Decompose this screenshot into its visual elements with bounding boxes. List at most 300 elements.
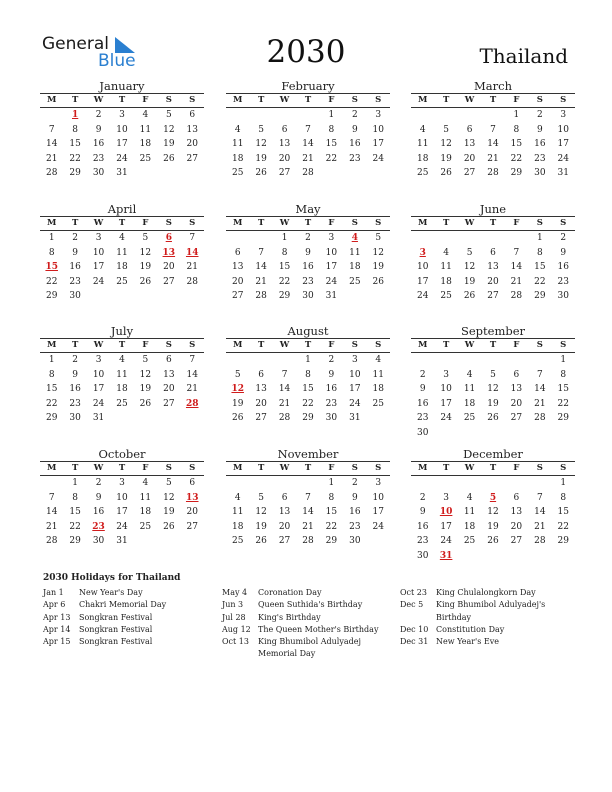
day-cell: 25: [116, 398, 128, 409]
empty-day-cell: [458, 476, 481, 491]
week-row: [411, 289, 575, 304]
weekday-label: S: [536, 218, 543, 228]
week-row: [40, 505, 204, 520]
day-cell: 20: [163, 384, 175, 394]
holiday-date: Apr 15: [43, 637, 71, 647]
day-cell: 26: [463, 291, 476, 301]
day-cell: 14: [487, 139, 499, 149]
day-cell: 8: [48, 369, 55, 380]
weekday-label: M: [418, 95, 428, 105]
day-cell: 15: [510, 139, 523, 149]
holiday-day-cell: 12: [231, 384, 244, 394]
day-cell: 10: [440, 384, 452, 394]
weekday-label: M: [47, 463, 57, 473]
empty-day-cell: [249, 353, 272, 368]
day-cell: 3: [119, 110, 125, 120]
day-cell: 12: [440, 139, 452, 149]
day-cell: 6: [234, 247, 241, 258]
empty-day-cell: [505, 549, 528, 564]
month-name: May: [295, 202, 321, 216]
week-row: [411, 166, 575, 181]
week-row: [226, 123, 390, 138]
day-cell: 3: [375, 478, 382, 488]
day-cell: 7: [48, 124, 55, 135]
day-cell: 6: [281, 492, 288, 503]
day-cell: 26: [440, 168, 452, 178]
day-cell: 17: [325, 262, 338, 272]
day-cell: 19: [440, 153, 452, 164]
weekday-label: F: [142, 95, 149, 105]
day-cell: 18: [116, 262, 128, 272]
day-cell: 29: [45, 291, 58, 301]
week-row: [226, 108, 390, 123]
day-cell: 12: [255, 139, 267, 149]
week-row: [40, 368, 204, 383]
day-cell: 4: [142, 478, 149, 488]
day-cell: 27: [487, 291, 499, 301]
day-cell: 8: [560, 492, 567, 503]
weekday-header: [411, 461, 575, 476]
day-cell: 30: [69, 291, 81, 301]
day-cell: 19: [255, 521, 267, 532]
day-cell: 23: [557, 276, 569, 287]
weekday-label: S: [165, 218, 172, 228]
weekday-label: T: [442, 95, 450, 105]
day-cell: 19: [163, 507, 175, 517]
day-cell: 28: [278, 413, 291, 423]
empty-day-cell: [226, 353, 249, 368]
month-january: [40, 79, 204, 181]
empty-day-cell: [458, 231, 481, 246]
holiday-name: Queen Suthida's Birthday: [258, 600, 363, 610]
day-cell: 26: [255, 168, 267, 178]
week-row: [226, 289, 390, 304]
day-cell: 22: [325, 521, 338, 532]
day-cell: 25: [463, 413, 476, 423]
week-row: [40, 491, 204, 506]
month-name: June: [479, 202, 507, 216]
holiday-day-cell: 31: [439, 550, 453, 561]
day-cell: 24: [325, 276, 338, 287]
day-cell: 5: [142, 355, 149, 365]
day-cell: 20: [186, 507, 198, 517]
week-row: [226, 166, 390, 181]
day-cell: 20: [163, 262, 175, 272]
weekday-label: T: [257, 95, 265, 105]
day-cell: 25: [440, 291, 452, 301]
holiday-day-cell: 13: [162, 247, 176, 258]
week-row: [40, 108, 204, 123]
day-cell: 6: [258, 369, 264, 380]
day-cell: 1: [281, 233, 288, 243]
day-cell: 9: [536, 124, 543, 135]
weekday-label: M: [233, 340, 243, 350]
day-cell: 21: [534, 521, 546, 532]
day-cell: 20: [278, 521, 291, 532]
day-cell: 25: [463, 536, 476, 546]
logo-general-text: General: [42, 34, 109, 54]
day-cell: 24: [372, 521, 384, 532]
day-cell: 19: [139, 384, 152, 394]
day-cell: 25: [139, 521, 152, 532]
month-name: September: [460, 324, 526, 338]
weekday-label: W: [279, 95, 290, 105]
day-cell: 24: [116, 521, 128, 532]
day-cell: 11: [463, 507, 476, 517]
empty-day-cell: [367, 289, 390, 304]
weekday-label: S: [189, 463, 196, 473]
day-cell: 16: [349, 507, 361, 517]
day-cell: 24: [557, 153, 569, 164]
weekday-header: [40, 338, 204, 353]
weekday-label: T: [71, 463, 79, 473]
empty-day-cell: [434, 231, 457, 246]
holiday-item: [43, 587, 213, 599]
day-cell: 31: [325, 291, 338, 301]
day-cell: 6: [189, 478, 196, 488]
day-cell: 28: [302, 536, 314, 546]
day-cell: 18: [139, 507, 152, 517]
empty-day-cell: [181, 534, 204, 549]
day-cell: 27: [186, 521, 198, 532]
weekday-header: [226, 461, 390, 476]
weekday-label: W: [93, 463, 104, 473]
day-cell: 27: [231, 291, 244, 301]
holiday-item: [222, 636, 397, 661]
day-cell: 8: [72, 492, 78, 503]
weekday-label: F: [328, 218, 335, 228]
day-cell: 19: [163, 139, 175, 149]
weekday-label: W: [279, 218, 290, 228]
weekday-label: T: [442, 218, 450, 228]
day-cell: 9: [351, 124, 358, 135]
empty-day-cell: [226, 476, 249, 491]
day-cell: 25: [416, 168, 429, 178]
empty-day-cell: [505, 476, 528, 491]
day-cell: 17: [372, 507, 384, 517]
day-cell: 2: [95, 478, 102, 488]
day-cell: 7: [305, 492, 311, 503]
holiday-day-cell: 14: [185, 247, 199, 258]
day-cell: 19: [231, 398, 244, 409]
week-row: [411, 426, 575, 441]
day-cell: 29: [302, 413, 314, 423]
empty-day-cell: [481, 426, 504, 441]
empty-day-cell: [249, 476, 272, 491]
day-cell: 16: [534, 139, 546, 149]
weekday-header: [40, 461, 204, 476]
holiday-name: King Bhumibol Adulyadej's Birthday: [436, 600, 546, 622]
day-cell: 5: [142, 233, 149, 243]
weekday-header: [40, 93, 204, 108]
holiday-date: Oct 23: [400, 588, 427, 597]
day-cell: 21: [186, 262, 198, 272]
day-cell: 30: [349, 536, 361, 546]
empty-day-cell: [181, 166, 204, 181]
day-cell: 30: [325, 413, 338, 423]
day-cell: 17: [440, 521, 452, 532]
holiday-day-cell: 15: [45, 262, 58, 272]
empty-day-cell: [40, 476, 63, 491]
day-cell: 2: [419, 369, 426, 380]
weekday-label: S: [351, 463, 358, 473]
day-cell: 8: [72, 124, 78, 135]
weekday-label: W: [279, 340, 290, 350]
month-august: [226, 324, 390, 426]
day-cell: 26: [231, 413, 244, 423]
empty-day-cell: [481, 108, 504, 123]
day-cell: 1: [560, 355, 567, 365]
day-cell: 30: [416, 427, 429, 438]
empty-day-cell: [434, 353, 457, 368]
empty-day-cell: [367, 534, 390, 549]
month-name: February: [281, 79, 335, 93]
day-cell: 12: [487, 384, 499, 394]
day-cell: 23: [92, 153, 105, 164]
weekday-label: S: [165, 463, 172, 473]
day-cell: 19: [372, 262, 384, 272]
day-cell: 4: [466, 492, 473, 503]
day-cell: 18: [116, 384, 128, 394]
holiday-item: [400, 624, 570, 636]
weekday-label: W: [464, 340, 475, 350]
holiday-date: Jul 28: [222, 612, 246, 622]
day-cell: 23: [534, 153, 546, 164]
day-cell: 6: [513, 492, 520, 503]
weekday-label: M: [233, 463, 243, 473]
day-cell: 22: [534, 276, 546, 287]
day-cell: 27: [163, 276, 175, 287]
day-cell: 23: [416, 536, 429, 546]
weekday-label: F: [142, 340, 149, 350]
holiday-date: Dec 10: [400, 624, 429, 634]
day-cell: 21: [302, 521, 314, 532]
day-cell: 23: [69, 398, 81, 409]
weekday-label: T: [304, 218, 312, 228]
day-cell: 5: [258, 492, 264, 503]
empty-day-cell: [481, 231, 504, 246]
day-cell: 4: [119, 233, 125, 243]
empty-day-cell: [505, 231, 528, 246]
day-cell: 9: [72, 369, 78, 380]
weekday-label: T: [257, 340, 265, 350]
day-cell: 27: [510, 413, 523, 423]
day-cell: 8: [560, 369, 567, 380]
empty-day-cell: [505, 353, 528, 368]
day-cell: 7: [513, 247, 520, 258]
empty-day-cell: [157, 534, 180, 549]
weekday-label: F: [513, 95, 520, 105]
day-cell: 9: [560, 247, 567, 258]
day-cell: 1: [560, 478, 567, 488]
day-cell: 17: [349, 384, 361, 394]
day-cell: 17: [116, 507, 128, 517]
weekday-header: [226, 216, 390, 231]
week-row: [226, 397, 390, 412]
weekday-label: W: [279, 463, 290, 473]
day-cell: 17: [116, 139, 128, 149]
week-row: [226, 534, 390, 549]
day-cell: 7: [490, 124, 496, 135]
day-cell: 5: [258, 124, 264, 135]
day-cell: 24: [372, 153, 384, 164]
empty-day-cell: [343, 166, 366, 181]
week-row: [226, 491, 390, 506]
day-cell: 14: [278, 384, 291, 394]
weekday-label: S: [560, 463, 567, 473]
empty-day-cell: [481, 549, 504, 564]
empty-day-cell: [458, 108, 481, 123]
day-cell: 3: [443, 369, 449, 380]
day-cell: 29: [325, 536, 338, 546]
day-cell: 6: [165, 355, 172, 365]
week-row: [411, 123, 575, 138]
day-cell: 13: [231, 262, 244, 272]
day-cell: 27: [510, 536, 523, 546]
empty-day-cell: [505, 426, 528, 441]
day-cell: 15: [325, 507, 338, 517]
holiday-item: [43, 624, 213, 636]
day-cell: 18: [440, 276, 452, 287]
day-cell: 23: [69, 276, 81, 287]
day-cell: 17: [440, 398, 452, 409]
day-cell: 29: [278, 291, 291, 301]
holiday-date: Apr 14: [43, 624, 71, 634]
weekday-header: [40, 216, 204, 231]
day-cell: 1: [328, 478, 335, 488]
day-cell: 18: [231, 153, 244, 164]
day-cell: 30: [302, 291, 314, 301]
day-cell: 28: [45, 168, 58, 178]
day-cell: 7: [189, 233, 196, 243]
day-cell: 14: [186, 369, 198, 380]
day-cell: 18: [463, 398, 476, 409]
day-cell: 24: [440, 413, 452, 423]
holiday-name: New Year's Eve: [436, 637, 499, 647]
week-row: [226, 382, 390, 397]
holiday-column: [43, 587, 213, 648]
day-cell: 21: [534, 398, 546, 409]
day-cell: 15: [302, 384, 314, 394]
weekday-header: [411, 338, 575, 353]
weekday-label: S: [560, 218, 567, 228]
day-cell: 21: [45, 521, 58, 532]
weekday-label: W: [464, 95, 475, 105]
day-cell: 15: [69, 507, 81, 517]
month-name: April: [107, 202, 137, 216]
day-cell: 6: [281, 124, 288, 135]
week-row: [40, 231, 204, 246]
month-july: [40, 324, 204, 426]
weekday-label: W: [464, 463, 475, 473]
day-cell: 20: [510, 398, 523, 409]
day-cell: 22: [510, 153, 523, 164]
empty-day-cell: [87, 289, 110, 304]
day-cell: 16: [325, 384, 338, 394]
day-cell: 5: [375, 233, 382, 243]
week-row: [40, 382, 204, 397]
week-row: [40, 123, 204, 138]
day-cell: 4: [419, 124, 426, 135]
day-cell: 3: [351, 355, 358, 365]
weekday-label: T: [257, 463, 265, 473]
weekday-label: T: [489, 463, 497, 473]
day-cell: 17: [557, 139, 569, 149]
empty-day-cell: [528, 426, 551, 441]
day-cell: 15: [69, 139, 81, 149]
day-cell: 22: [302, 398, 314, 409]
weekday-label: S: [375, 218, 382, 228]
weekday-label: S: [536, 463, 543, 473]
holiday-item: [400, 587, 570, 599]
day-cell: 26: [487, 413, 499, 423]
day-cell: 28: [255, 291, 267, 301]
holiday-name: King Bhumibol Adulyadej Memorial Day: [258, 637, 361, 659]
holiday-name: King Chulalongkorn Day: [436, 588, 536, 597]
day-cell: 1: [48, 233, 55, 243]
empty-day-cell: [134, 289, 157, 304]
day-cell: 20: [186, 139, 198, 149]
week-row: [226, 137, 390, 152]
holiday-item: [400, 636, 570, 648]
day-cell: 16: [302, 262, 314, 272]
day-cell: 16: [92, 507, 105, 517]
holiday-column: [400, 587, 570, 648]
country-title: Thailand: [479, 44, 568, 68]
month-may: [226, 202, 390, 304]
empty-day-cell: [458, 353, 481, 368]
day-cell: 10: [349, 369, 361, 380]
day-cell: 3: [95, 233, 102, 243]
week-row: [226, 476, 390, 491]
week-row: [411, 491, 575, 506]
holiday-day-cell: 4: [351, 233, 358, 243]
day-cell: 11: [231, 139, 244, 149]
day-cell: 4: [234, 124, 241, 135]
day-cell: 30: [534, 168, 546, 178]
holiday-column: [222, 587, 397, 661]
day-cell: 31: [557, 168, 569, 178]
day-cell: 25: [349, 276, 361, 287]
holiday-day-cell: 6: [165, 233, 172, 243]
day-cell: 4: [119, 355, 125, 365]
holiday-date: Jun 3: [222, 600, 244, 610]
day-cell: 26: [163, 153, 175, 164]
day-cell: 13: [487, 262, 499, 272]
day-cell: 22: [325, 153, 338, 164]
day-cell: 21: [45, 153, 58, 164]
holiday-date: Aug 12: [222, 624, 251, 634]
day-cell: 8: [536, 247, 543, 258]
weekday-label: F: [328, 463, 335, 473]
weekday-label: S: [375, 463, 382, 473]
day-cell: 8: [48, 247, 55, 258]
weekday-label: T: [489, 340, 497, 350]
day-cell: 21: [255, 276, 267, 287]
day-cell: 5: [443, 124, 449, 135]
day-cell: 27: [278, 168, 291, 178]
day-cell: 19: [463, 276, 476, 287]
day-cell: 31: [116, 536, 128, 546]
day-cell: 15: [557, 507, 569, 517]
day-cell: 26: [139, 276, 152, 287]
day-cell: 29: [557, 536, 569, 546]
week-row: [226, 505, 390, 520]
day-cell: 14: [45, 139, 58, 149]
day-cell: 10: [325, 247, 338, 258]
holiday-date: Jan 1: [43, 588, 64, 597]
day-cell: 24: [349, 398, 361, 409]
